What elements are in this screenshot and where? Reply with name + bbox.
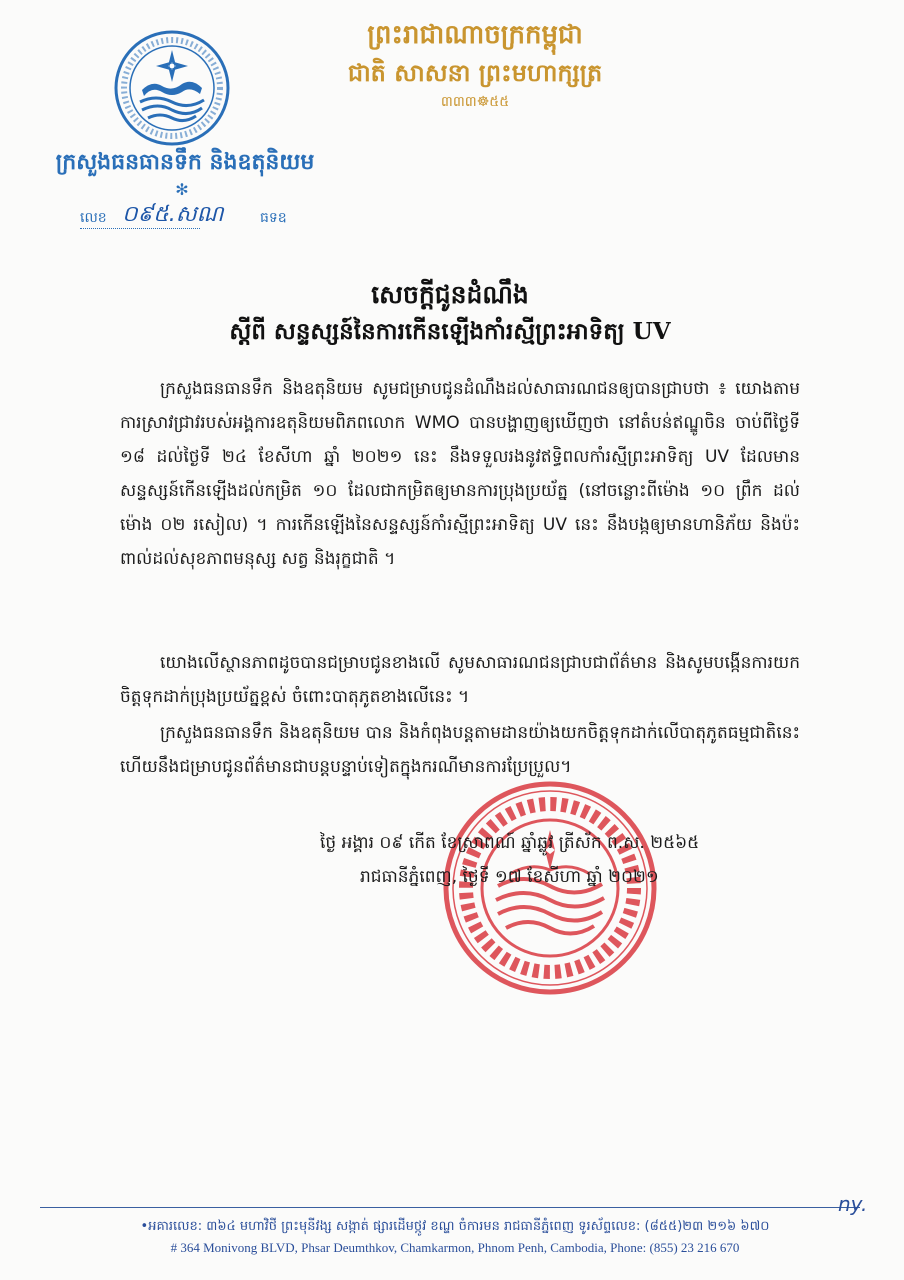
kingdom-motto: ជាតិ សាសនា ព្រះមហាក្សត្រ — [347, 58, 603, 87]
document-subtitle: ស្តីពី សន្ទស្សន៍នៃការកើនឡើងកាំរស្មីព្រះអាទិត្យ UV — [229, 318, 671, 345]
ref-number: ០៩៥.សណ — [122, 202, 224, 227]
footer-address-english: # 364 Monivong BLVD, Phsar Deumthkov, Chamkarmon, Phnom Penh, Cambodia, Phone: (855) 23 216 670 — [170, 1240, 740, 1255]
ministry-name: ក្រសួងធនធានទឹក និងឧតុនិយម — [55, 149, 315, 175]
body-paragraph-3: ក្រសួងធនធានទឹក និងឧតុនិយម បាន និងកំពុងបន្តតាមដានយ៉ាងយកចិត្តទុកដាក់លើបាតុភូតធម្មជាតិនេះហើយនឹងជម្រាបជូនព័ត៌មានជាបន្តបន្ទាប់ទៀតក្នុងករណីមានការប្រែប្រួល។ — [120, 723, 800, 777]
ref-label: លេខ — [80, 210, 107, 226]
kingdom-title: ព្រះរាជាណាចក្រកម្ពុជា — [367, 20, 583, 50]
reference-number-line — [80, 200, 320, 234]
footer-address-khmer: •អគារលេខ: ៣៦៤ មហាវិថី ព្រះមុនីវង្ស សង្កាត់ ផ្សារដើមថ្កូវ ខណ្ឌ ចំការមន រាជធានីភ្នំពេញ ទូរស័ព្ទលេខ: (៨៥៥)២៣ ២១៦ ៦៧០ — [140, 1219, 770, 1234]
body-paragraph-1: ក្រសួងធនធានទឹក និងឧតុនិយម សូមជម្រាបជូនដំណឹងដល់សាធារណជនឲ្យបានជ្រាបថា ៖ យោងតាមការស្រាវជ្រាវរបស់អង្គការឧតុនិយមពិភពលោក WMO បានបង្ហាញឲ្យឃើញថា នៅតំបន់ឥណ្ឌូចិន ចាប់ពីថ្ងៃទី ១៨ ដល់ថ្ងៃទី ២៤ ខែសីហា ឆ្នាំ ២០២១ នេះ នឹងទទួលរងនូវឥទ្ធិពលកាំរស្មីព្រះអាទិត្យ UV ដែលមានសន្ទស្សន៍កើនឡើងដល់កម្រិត ១០ ដែលជាកម្រិតឲ្យមានការប្រុងប្រយ័ត្ន (នៅចន្លោះពីម៉ោង ១០ ព្រឹក ដល់ម៉ោង ០២ រសៀល) ។ ការកើនឡើងនៃសន្ទស្សន៍កាំរស្មីព្រះអាទិត្យ UV នេះ នឹងបង្កឲ្យមានហានិភ័យ និងប៉ះពាល់ដល់សុខភាពមនុស្ស សត្វ និងរុក្ខជាតិ ។ — [120, 379, 800, 569]
footer-initials: ny. — [838, 1192, 868, 1216]
kingdom-ornament: ៣៣៣☸៥៥ — [440, 94, 510, 110]
ref-dotted-line — [80, 228, 200, 229]
body-paragraph-2: យោងលើស្ថានភាពដូចបានជម្រាបជូនខាងលើ សូមសាធារណជនជ្រាបជាព័ត៌មាន និងសូមបង្កើនការយកចិត្តទុកដាក់ប្រុងប្រយ័ត្នខ្ពស់ ចំពោះបាតុភូតខាងលើនេះ ។ — [120, 653, 800, 707]
document-title: សេចក្តីជូនដំណឹង — [371, 280, 529, 309]
ornament-icon: ✻ — [175, 180, 189, 199]
date-solar: រាជធានីភ្នំពេញ, ថ្ងៃទី ១៧ ខែសីហា ឆ្នាំ ២០២១ — [360, 867, 659, 887]
footer-divider — [40, 1207, 860, 1208]
date-lunar: ថ្ងៃ អង្គារ ០៩ កើត ខែស្រាពណ៍ ឆ្នាំឆ្លូវ ត្រីស័ក ព.ស. ២៥៦៥ — [320, 833, 700, 853]
ministry-logo-icon — [112, 28, 232, 148]
ref-suffix: ធទឧ — [260, 210, 287, 226]
